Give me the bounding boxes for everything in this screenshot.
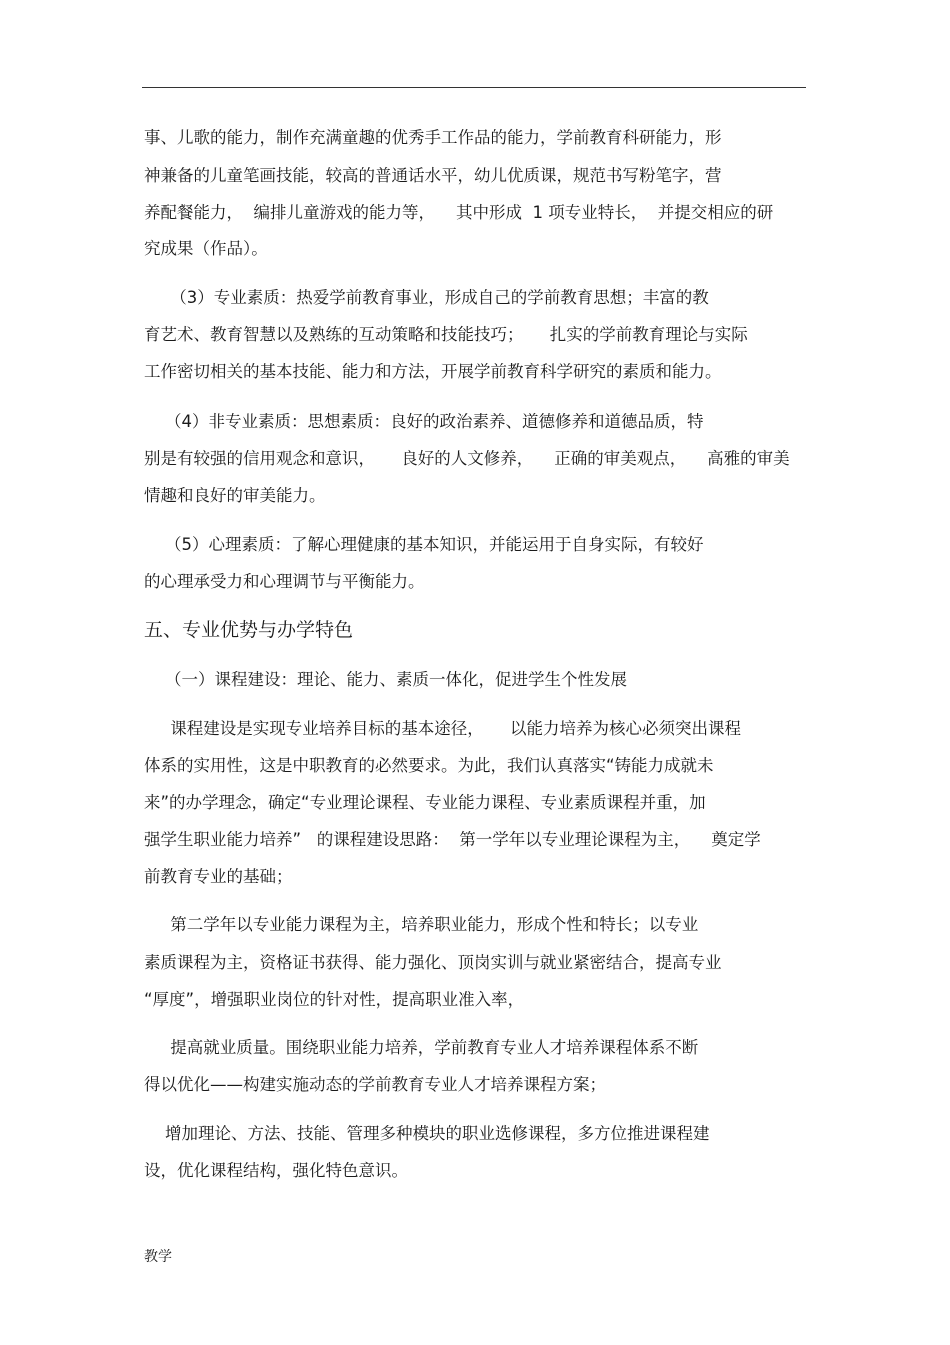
header-rule <box>142 87 806 88</box>
paragraph-line: 事、儿歌的能力，制作充满童趣的优秀手工作品的能力，学前教育科研能力，形 <box>144 128 722 147</box>
paragraph-line: （4）非专业素质：思想素质：良好的政治素养、道德修养和道德品质，特 <box>144 412 704 431</box>
paragraph-line: 强学生职业能力培养” 的课程建设思路： 第一学年以专业理论课程为主， 奠定学 <box>144 830 761 849</box>
paragraph-line: 课程建设是实现专业培养目标的基本途径， 以能力培养为核心必须突出课程 <box>144 719 741 738</box>
paragraph-line: 来”的办学理念，确定“专业理论课程、专业能力课程、专业素质课程并重，加 <box>144 793 706 812</box>
paragraph-line: 的心理承受力和心理调节与平衡能力。 <box>144 572 425 591</box>
paragraph-line: 体系的实用性，这是中职教育的必然要求。为此，我们认真落实“铸能力成就未 <box>144 756 714 775</box>
paragraph-line: 神兼备的儿童笔画技能，较高的普通话水平，幼儿优质课，规范书写粉笔字，营 <box>144 166 722 185</box>
paragraph-line: 增加理论、方法、技能、管理多种模块的职业选修课程，多方位推进课程建 <box>144 1124 710 1143</box>
paragraph-line: 育艺术、教育智慧以及熟练的互动策略和技能技巧； 扎实的学前教育理论与实际 <box>144 325 748 344</box>
paragraph-line: 得以优化——构建实施动态的学前教育专业人才培养课程方案； <box>144 1075 606 1094</box>
paragraph-line: 第二学年以专业能力课程为主，培养职业能力，形成个性和特长；以专业 <box>144 915 699 934</box>
paragraph-line: 设，优化课程结构，强化特色意识。 <box>144 1161 408 1180</box>
paragraph-line: 别是有较强的信用观念和意识， 良好的人文修养， 正确的审美观点， 高雅的审美 <box>144 449 790 468</box>
paragraph-line: 前教育专业的基础； <box>144 867 293 886</box>
paragraph-line: “厚度”，增强职业岗位的针对性，提高职业准入率， <box>144 990 525 1009</box>
paragraph-line: 养配餐能力， 编排儿童游戏的能力等， 其中形成 1 项专业特长， 并提交相应的研 <box>144 203 774 222</box>
section-heading: 五、专业优势与办学特色 <box>144 619 354 641</box>
paragraph-line: （5）心理素质：了解心理健康的基本知识，并能运用于自身实际，有较好 <box>144 535 704 554</box>
paragraph-line: 提高就业质量。围绕职业能力培养，学前教育专业人才培养课程体系不断 <box>144 1038 699 1057</box>
paragraph-line: 究成果（作品）。 <box>144 239 268 258</box>
subsection-heading: （一）课程建设：理论、能力、素质一体化，促进学生个性发展 <box>144 670 627 689</box>
paragraph-line: 情趣和良好的审美能力。 <box>144 486 326 505</box>
paragraph-line: 素质课程为主，资格证书获得、能力强化、顶岗实训与就业紧密结合，提高专业 <box>144 953 722 972</box>
page-footer: 教学 <box>144 1249 172 1265</box>
paragraph-line: （3）专业素质：热爱学前教育事业，形成自己的学前教育思想；丰富的教 <box>144 288 709 307</box>
paragraph-line: 工作密切相关的基本技能、能力和方法，开展学前教育科学研究的素质和能力。 <box>144 362 722 381</box>
